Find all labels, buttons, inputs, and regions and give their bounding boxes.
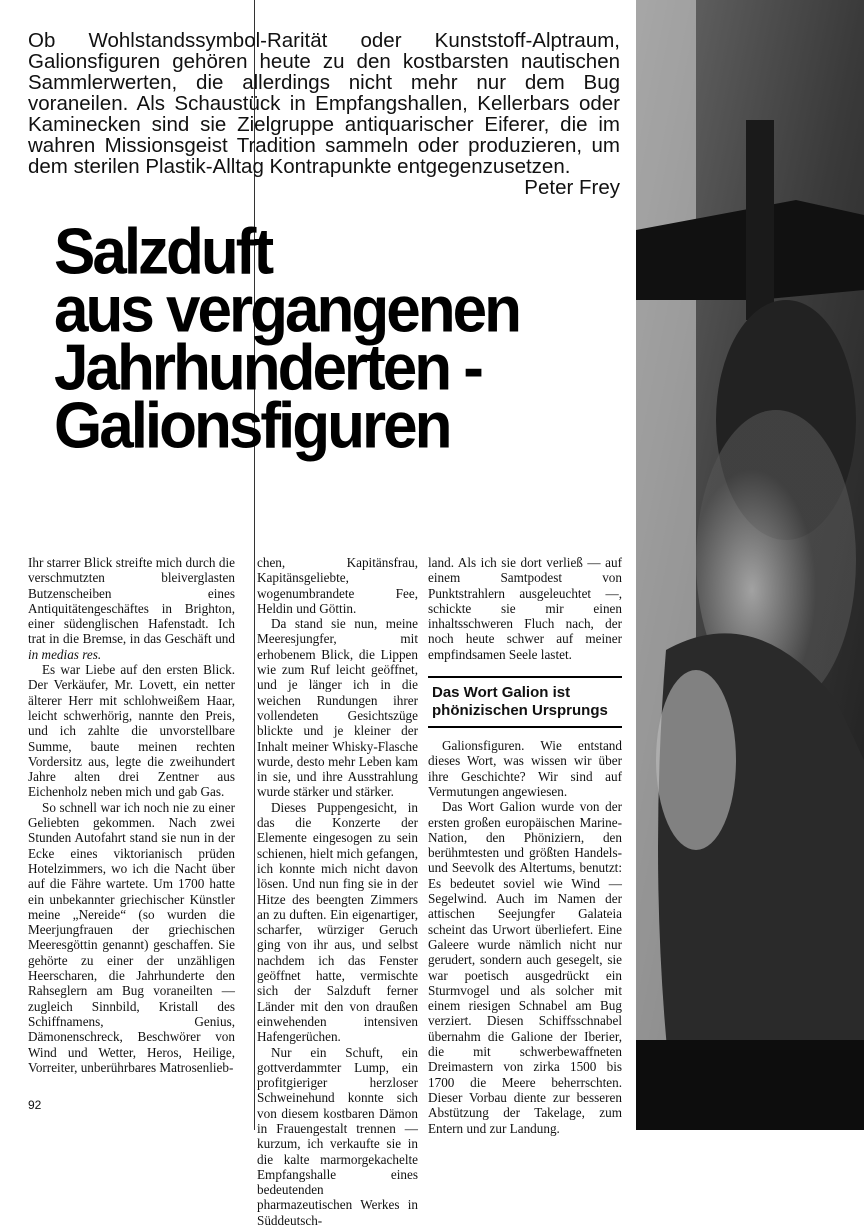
- headline-line: aus vergangenen: [54, 280, 634, 341]
- text-column-1: [28, 555, 235, 1075]
- paragraph: Dieses Puppengesicht, in das die Konzerte der Elemente eingesogen zu sein schienen, hielt mich gefangen, ich konnte mich nicht davon lösen. Und nun fing sie in der Hitze des beengten Zimmers an zu duften. Ein eigenartiger, scharfer, würziger Geruch ging von ihr aus, und selbst nachdem ich das Fenster geöffnet hatte, vermischte sich der Salzduft ferner Länder mit den von draußen einwehenden intensiven Hafengerüchen.: [257, 800, 418, 1045]
- article-headline: [54, 222, 634, 454]
- paragraph: Da stand sie nun, meine Meeresjungfer, mit erhobenem Blick, die Lippen wie zum Ruf leicht geöffnet, und je länger ich in die weichen Rundungen ihrer vollendeten Gesichtszüge blickte und je kleiner der Inhalt meiner Whisky-Flasche wurde, desto mehr Leben kam in sie, und ihre Ausstrahlung wurde stärker und stärker.: [257, 616, 418, 800]
- paragraph: So schnell war ich noch nie zu einer Geliebten gekommen. Nach zwei Stunden Autofahrt stand sie nun in der Ecke eines viktorianisch prüden Hotelzimmers, wo ich die Nacht über auf die Fähre wartete. Um 1700 hatte ein unbekannter griechischer Künstler meine „Nereide“ (so wurden die Meerjungfrauen der griechischen Meeresgöttin genannt) geschaffen. Sie gehörte zu einer der unzähligen Heerscharen, die Jahrhunderte den Rahseglern am Bug voraneilten — zugleich Sinnbild, Kristall des Schiffnamens, Genius, Dämonenschreck, Beschwörer von Wind und Wetter, Heros, Heilige, Vorreiter, unberührbares Matrosenlieb-: [28, 800, 235, 1075]
- text-column-2: [257, 555, 418, 1228]
- author-name: Peter Frey: [524, 177, 620, 198]
- text-column-3: [428, 555, 622, 1136]
- paragraph: Das Wort Galion wurde von der ersten großen europäischen Marine-Nation, den Phöniziern, den berühmtesten und größten Handels- und Seevolk des Altertums, benutzt: Es bedeutet soviel wie Wind — Segelwind. Auch im Namen der attischen Seejungfer Galateia scheint das Urwort überliefert. Eine Galeere wurde nämlich nicht nur gerudert, sondern auch gesegelt, sie war poetisch ausgedrückt ein Sturmvogel und als solcher mit einem riesigen Schnabel am Bug verziert. Diesen Schiffsschnabel übernahm die Galione der Iberier, die mit schwerbewaffneten Dreimastern von zirka 1500 bis 1700 die Meere beherrschten. Dieser Vorbau diente zur besseren Abstützung der Takelage, zum Entern und zur Landung.: [428, 799, 622, 1136]
- paragraph: Es war Liebe auf den ersten Blick. Der Verkäufer, Mr. Lovett, ein netter älterer Herr mit schlohweißem Haar, leicht schwerhörig, nannte den Preis, und ich zahlte die unvorstellbare Summe, baute meinen rechten Vordersitz aus, legte die zweihundert Jahre alten drei Zentner aus Eichenholz neben mich und gab Gas.: [28, 662, 235, 800]
- headline-line: Galionsfiguren: [54, 396, 634, 457]
- headline-line: Salzduft: [54, 222, 634, 283]
- emphasis-text: in medias res.: [28, 647, 101, 662]
- paragraph: chen, Kapitänsfrau, Kapitänsgeliebte, wogenumbrandete Fee, Heldin und Göttin.: [257, 555, 418, 616]
- paragraph: Galionsfiguren. Wie entstand dieses Wort, was wissen wir über ihre Geschichte? Wir sind auf Vermutungen angewiesen.: [428, 738, 622, 799]
- paragraph: land. Als ich sie dort verließ — auf einem Samtpodest von Punktstrahlern ausgeleuchtet —, schickte sie mir einen inhaltsschweren Fluch nach, der noch heute schwer auf meiner empfindsamen Seele lastet.: [428, 555, 622, 662]
- intro-text: Ob Wohlstandssymbol-Rarität oder Kunststoff-Alptraum, Galionsfiguren gehören heute zu den kostbarsten nautischen Sammlerwerten, die allerdings nicht mehr nur dem Bug voraneilen. Als Schaustück in Empfangshallen, Kellerbars oder Kaminecken sind sie Zielgruppe antiquarischer Eiferer, die im wahren Missionsgeist Tradition sammeln oder produzieren, um dem sterilen Plastik-Alltag Kontrapunkte entgegenzusetzen.: [28, 29, 620, 178]
- page-number: 92: [28, 1098, 41, 1112]
- headline-line: Jahrhunderten -: [54, 338, 634, 399]
- paragraph: Nur ein Schuft, ein gottverdammter Lump, ein profitgieriger herzloser Schweinehund konnte sich von diesem kostbaren Dämon in Frauengestalt trennen — kurzum, ich verkaufte sie in die kalte marmorgekachelte Empfangshalle eines bedeutenden pharmazeutischen Werkes in Süddeutsch-: [257, 1045, 418, 1228]
- photo-illustration: [636, 0, 864, 1130]
- paragraph: [28, 555, 235, 662]
- intro-paragraph: [28, 30, 620, 198]
- paragraph-text: Ihr starrer Blick streifte mich durch die verschmutzten bleiverglasten Butzenscheiben eines Antiquitätengeschäftes in Brighton, einer südenglischen Hafenstadt. Ich trat in die Bremse, in das Geschäft und: [28, 555, 235, 646]
- figurehead-photo: [636, 0, 864, 1130]
- subheading: Das Wort Galion ist phönizischen Ursprungs: [428, 676, 622, 728]
